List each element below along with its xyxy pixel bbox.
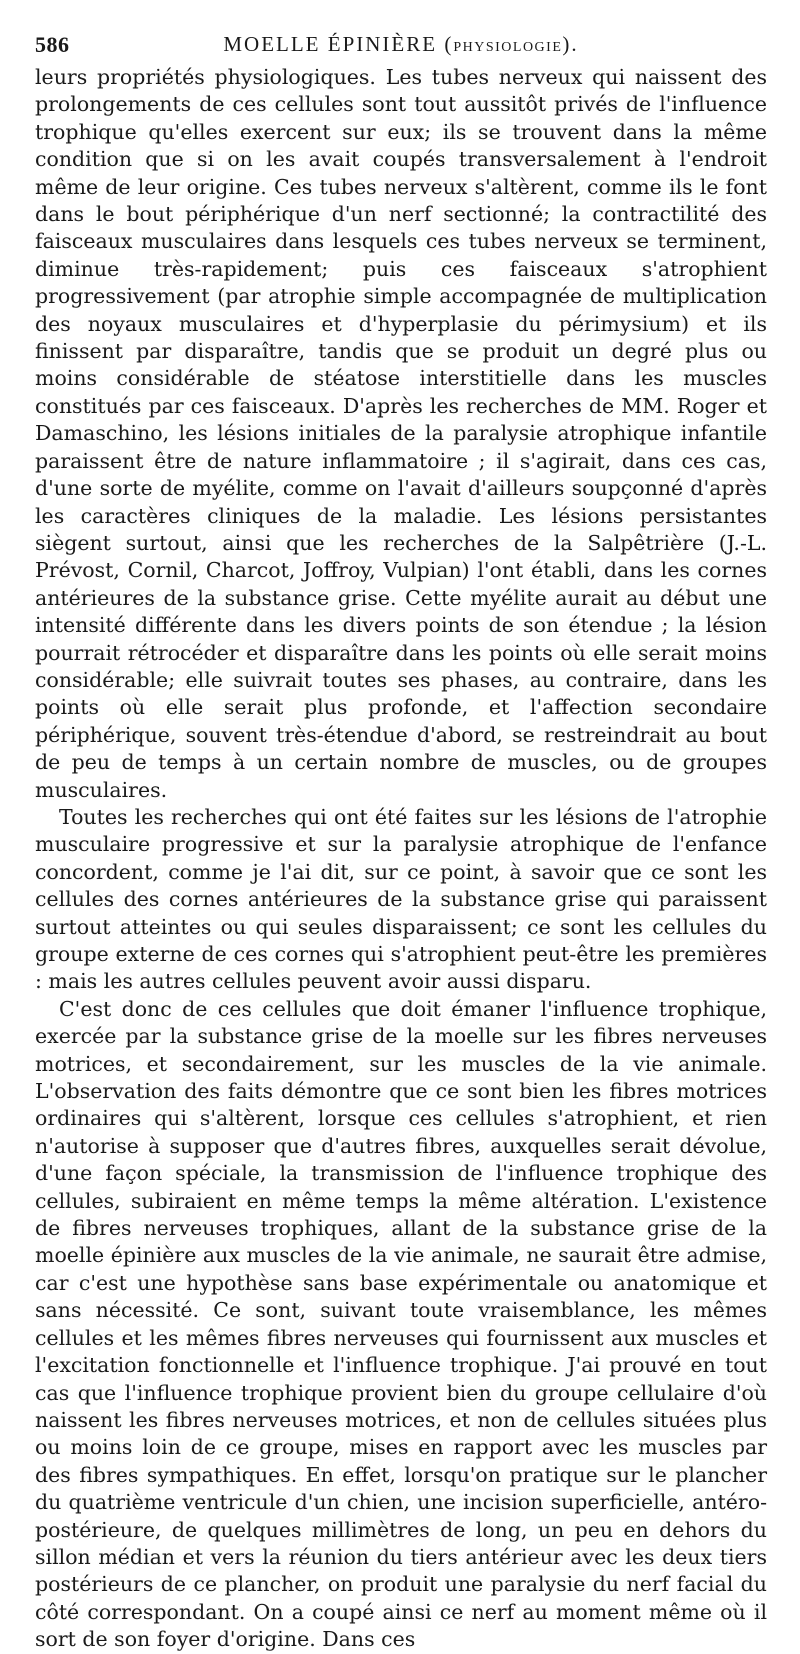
header-title-subtitle: PHYSIOLOGIE [453, 40, 563, 55]
body-text [35, 64, 767, 1654]
paragraph: leurs propriétés physiologiques. Les tubes nerveux qui naissent des prolongements de ces cellules sont tout aussitôt privés de l'influence trophique qu'elles exercent sur eux; ils se trouvent dans la même condition que si on les avait coupés transversalement à l'endroit même de leur origine. Ces tubes nerveux s'altèrent, comme ils le font dans le bout périphérique d'un nerf sectionné; la contractilité des faisceaux musculaires dans lesquels ces tubes nerveux se terminent, diminue très-rapidement; puis ces faisceaux s'atrophient progressivement (par atrophie simple accompagnée de multiplication des noyaux musculaires et d'hyperplasie du périmysium) et ils finissent par disparaître, tandis que se produit un degré plus ou moins considérable de stéatose interstitielle dans les muscles constitués par ces faisceaux. D'après les recherches de MM. Roger et Damaschino, les lésions initiales de la paralysie atrophique infantile paraissent être de nature inflammatoire ; il s'agirait, dans ces cas, d'une sorte de myélite, comme on l'avait d'ailleurs soupçonné d'après les caractères cliniques de la maladie. Les lésions persistantes siègent surtout, ainsi que les recherches de la Salpêtrière (J.-L. Prévost, Cornil, Charcot, Joffroy, Vulpian) l'ont établi, dans les cornes antérieures de la substance grise. Cette myélite aurait au début une intensité différente dans les divers points de son étendue ; la lésion pourrait rétrocéder et disparaître dans les points où elle serait moins considérable; elle suivrait toutes ses phases, au contraire, dans les points où elle serait plus profonde, et l'affection secondaire périphérique, souvent très-étendue d'abord, se restreindrait au bout de peu de temps à un certain nombre de muscles, ou de groupes musculaires. [35, 65, 767, 802]
header-title-main: MOELLE ÉPINIÈRE ( [223, 32, 454, 56]
page-number: 586 [35, 32, 70, 57]
paragraph: Toutes les recherches qui ont été faites sur les lésions de l'atrophie musculaire progressive et sur la paralysie atrophique de l'enfance concordent, comme je l'ai dit, sur ce point, à savoir que ce sont les cellules des cornes antérieures de la substance grise qui paraissent surtout atteintes ou qui seules disparaissent; ce sont les cellules du groupe externe de ces cornes qui s'atrophient peut-être les premières : mais les autres cellules peuvent avoir aussi disparu. [35, 804, 767, 994]
paragraph: C'est donc de ces cellules que doit émaner l'influence trophique, exercée par la substance grise de la moelle sur les fibres nerveuses motrices, et secondairement, sur les muscles de la vie animale. L'observation des faits démontre que ce sont bien les fibres motrices ordinaires qui s'altèrent, lorsque ces cellules s'atrophient, et rien n'autorise à supposer que d'autres fibres, auxquelles serait dévolue, d'une façon spéciale, la transmission de l'influence trophique des cellules, subiraient en même temps la même altération. L'existence de fibres nerveuses trophiques, allant de la substance grise de la moelle épinière aux muscles de la vie animale, ne saurait être admise, car c'est une hypothèse sans base expérimentale ou anatomique et sans nécessité. Ce sont, suivant toute vraisemblance, les mêmes cellules et les mêmes fibres nerveuses qui fournissent aux muscles et l'excitation fonctionnelle et l'influence trophique. J'ai prouvé en tout cas que l'influence trophique provient bien du groupe cellulaire d'où naissent les fibres nerveuses motrices, et non de cellules situées plus ou moins loin de ce groupe, mises en rapport avec les muscles par des fibres sympathiques. En effet, lorsqu'on pratique sur le plancher du quatrième ventricule d'un chien, une incision superficielle, antéro-postérieure, de quelques millimètres de long, un peu en dehors du sillon médian et vers la réunion du tiers antérieur avec les deux tiers postérieurs de ce plancher, on produit une paralysie du nerf facial du côté correspondant. On a coupé ainsi ce nerf au moment même où il sort de son foyer d'origine. Dans ces [35, 996, 767, 1652]
header-title-close: ). [562, 32, 579, 56]
header-title [35, 32, 767, 57]
running-head [35, 32, 767, 62]
